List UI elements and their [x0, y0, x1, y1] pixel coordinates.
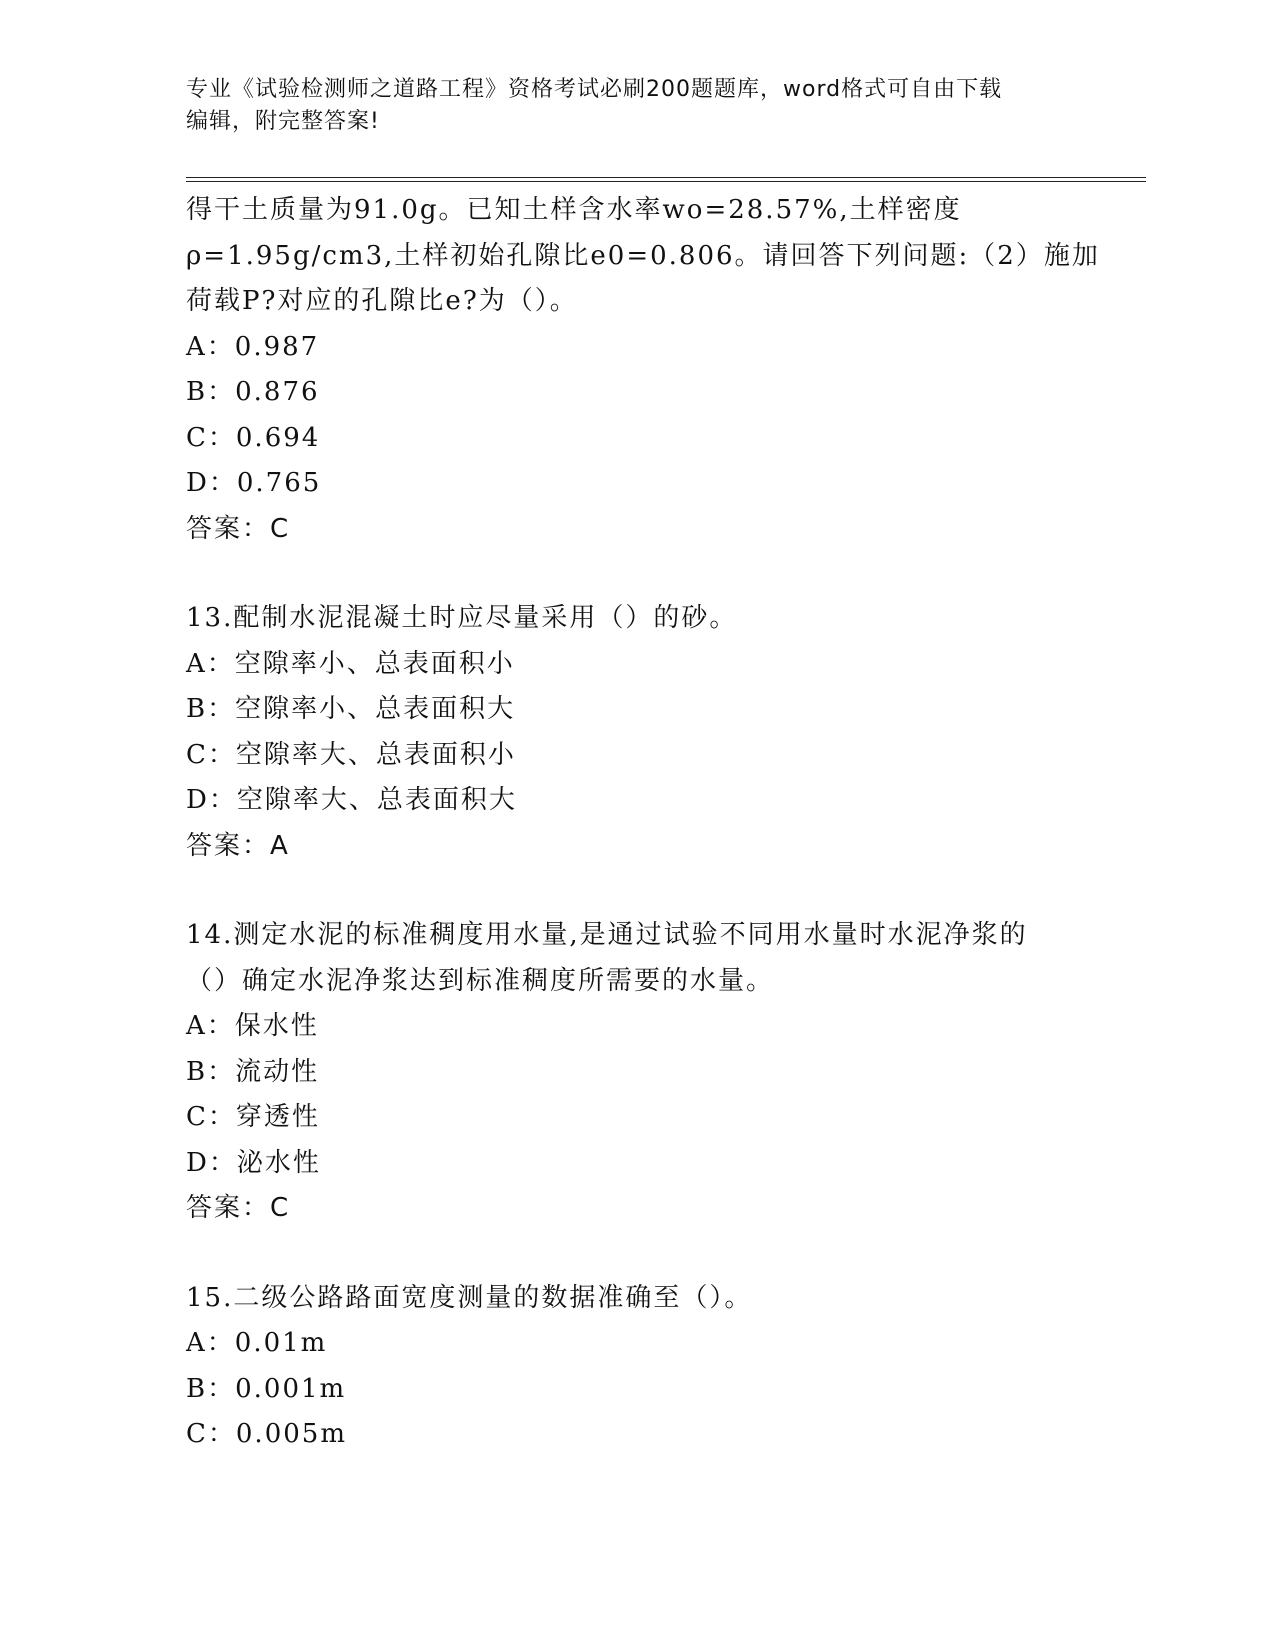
- question-stem-line: （）确定水泥净浆达到标准稠度所需要的水量。: [186, 965, 775, 996]
- question-list: [186, 188, 1100, 1458]
- option-a: A：0.01m: [186, 1328, 328, 1358]
- question-stem-line: 荷载P?对应的孔隙比e?为（）。: [186, 286, 578, 316]
- header-double-rule: [186, 177, 1146, 182]
- answer-label: 答案：A: [186, 830, 290, 861]
- header-title-line-2: 编辑，附完整答案!: [186, 109, 380, 134]
- option-c: C：空隙率大、总表面积小: [186, 739, 516, 770]
- option-a: A：空隙率小、总表面积小: [186, 648, 515, 679]
- header-title-line-1: 专业《试验检测师之道路工程》资格考试必刷200题题库，word格式可自由下载: [186, 77, 1003, 102]
- answer-label: 答案：C: [186, 1193, 291, 1223]
- document-header: [186, 74, 1086, 138]
- question-spacer: [186, 1232, 1086, 1276]
- question-stem-line: 13.配制水泥混凝土时应尽量采用（）的砂。: [186, 603, 738, 633]
- option-b: B：0.001m: [186, 1373, 347, 1404]
- question-stem-line: ρ=1.95g/cm3,土样初始孔隙比e0=0.806。请回答下列问题:（2）施加: [186, 240, 1100, 271]
- option-c: C：0.694: [186, 422, 321, 453]
- option-d: D：0.765: [186, 468, 322, 498]
- option-a: A：保水性: [186, 1011, 319, 1041]
- option-b: B：空隙率小、总表面积大: [186, 694, 516, 724]
- question-13: [186, 596, 1086, 869]
- option-c: C：0.005m: [186, 1419, 347, 1449]
- option-b: B：流动性: [186, 1056, 320, 1087]
- option-d: D：空隙率大、总表面积大: [186, 785, 517, 815]
- option-d: D：泌水性: [186, 1147, 321, 1178]
- option-c: C：穿透性: [186, 1102, 320, 1132]
- answer-label: 答案：C: [186, 513, 291, 544]
- question-14: [186, 913, 1086, 1232]
- question-12: [186, 188, 1100, 552]
- question-stem-line: 得干土质量为91.0g。已知土样含水率wo=28.57%,土样密度: [186, 195, 962, 225]
- question-stem-line: 14.测定水泥的标准稠度用水量,是通过试验不同用水量时水泥净浆的: [186, 920, 1028, 950]
- question-15: [186, 1276, 1086, 1458]
- question-stem-line: 15.二级公路路面宽度测量的数据准确至（）。: [186, 1282, 753, 1313]
- option-a: A：0.987: [186, 331, 320, 362]
- question-spacer: [186, 552, 1086, 596]
- option-b: B：0.876: [186, 377, 320, 407]
- question-spacer: [186, 869, 1086, 913]
